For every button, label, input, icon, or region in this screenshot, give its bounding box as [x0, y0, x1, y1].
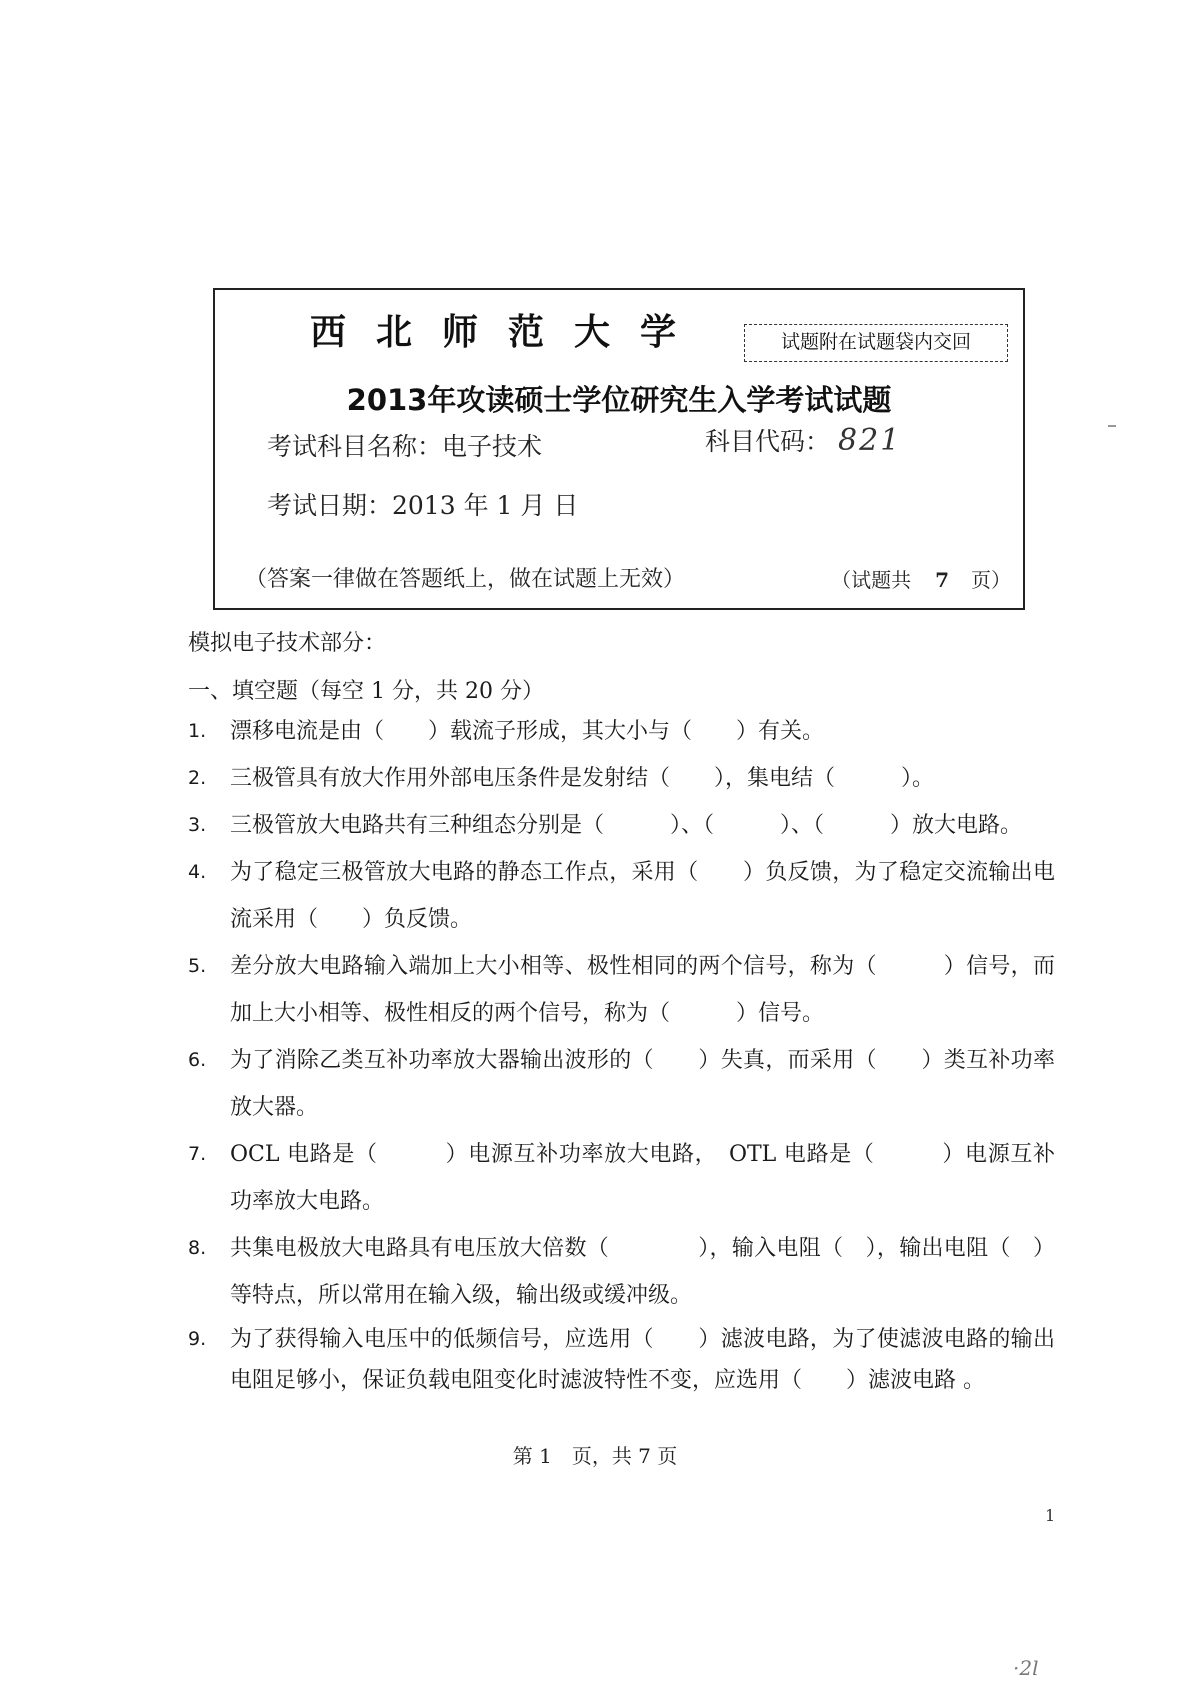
- question-number: 5.: [188, 955, 207, 977]
- question-number: 1.: [188, 720, 207, 742]
- question-text: 差分放大电路输入端加上大小相等、极性相同的两个信号，称为（ ）信号，而加上大小相等、极性相反的两个信号，称为（ ）信号。: [230, 954, 1055, 1026]
- question-number: 3.: [188, 814, 207, 836]
- subject-name: 考试科目名称：电子技术: [267, 432, 543, 461]
- university-name: 西北师范大学: [310, 312, 707, 353]
- question-number: 4.: [188, 861, 207, 883]
- scan-handwritten-mark: ·2l: [1013, 1656, 1039, 1680]
- question-number: 2.: [188, 767, 207, 789]
- question-7: [188, 1131, 1055, 1225]
- subject-code-handwritten: 821: [838, 423, 902, 458]
- question-number: 8.: [188, 1237, 207, 1259]
- question-text: 为了稳定三极管放大电路的静态工作点，采用（ ）负反馈，为了稳定交流输出电流采用（ ）负反馈。: [230, 860, 1055, 932]
- scan-artifact: [1108, 425, 1116, 427]
- question-number: 7.: [188, 1143, 207, 1165]
- question-text: 漂移电流是由（ ）载流子形成，其大小与（ ）有关。: [230, 719, 825, 744]
- question-8: [188, 1225, 1055, 1319]
- question-3: [188, 802, 1055, 849]
- question-text: 为了获得输入电压中的低频信号，应选用（ ）滤波电路，为了使滤波电路的输出电阻足够小，保证负载电阻变化时滤波特性不变，应选用（ ）滤波电路 。: [230, 1327, 1055, 1393]
- question-text: 共集电极放大电路具有电压放大倍数（ ），输入电阻（ ），输出电阻（ ）等特点，所以常用在输入级，输出级或缓冲级。: [230, 1236, 1055, 1308]
- section-title-fill-blank: 一、填空题（每空 1 分，共 20 分）: [188, 679, 544, 704]
- question-4: [188, 849, 1055, 943]
- exam-header-box: [213, 288, 1025, 610]
- question-number: 6.: [188, 1049, 207, 1071]
- total-pages-prefix: （试题共: [831, 568, 912, 592]
- question-text: 三极管放大电路共有三种组态分别是（ ）、（ ）、（ ）放大电路。: [230, 813, 1023, 838]
- subject-code-label: 科目代码：: [705, 427, 831, 456]
- question-number: 9.: [188, 1328, 207, 1350]
- total-pages-count: 7: [935, 568, 949, 592]
- question-1: [188, 708, 1055, 755]
- return-note-box: 试题附在试题袋内交回: [744, 324, 1008, 362]
- answer-note: （答案一律做在答题纸上，做在试题上无效）: [245, 567, 686, 592]
- exam-title: 2013年攻读硕士学位研究生入学考试试题: [346, 383, 892, 417]
- exam-date: 考试日期：2013 年 1 月 日: [267, 491, 579, 520]
- question-9: [188, 1319, 1055, 1401]
- question-5: [188, 943, 1055, 1037]
- question-2: [188, 755, 1055, 802]
- question-text: 三极管具有放大作用外部电压条件是发射结（ ），集电结（ ）。: [230, 766, 935, 791]
- question-text: OCL 电路是（ ）电源互补功率放大电路， OTL 电路是（ ）电源互补功率放大电路。: [230, 1142, 1055, 1214]
- scan-page-number: 1: [1045, 1506, 1056, 1525]
- part-title: 模拟电子技术部分：: [188, 631, 387, 656]
- total-pages-suffix: 页）: [971, 568, 1011, 592]
- subject-code: [705, 422, 901, 458]
- question-6: [188, 1037, 1055, 1131]
- question-text: 为了消除乙类互补功率放大器输出波形的（ ）失真，而采用（ ）类互补功率放大器。: [230, 1048, 1055, 1120]
- total-pages: [831, 564, 1011, 593]
- page-footer: 第 1 页，共 7 页: [512, 1444, 678, 1468]
